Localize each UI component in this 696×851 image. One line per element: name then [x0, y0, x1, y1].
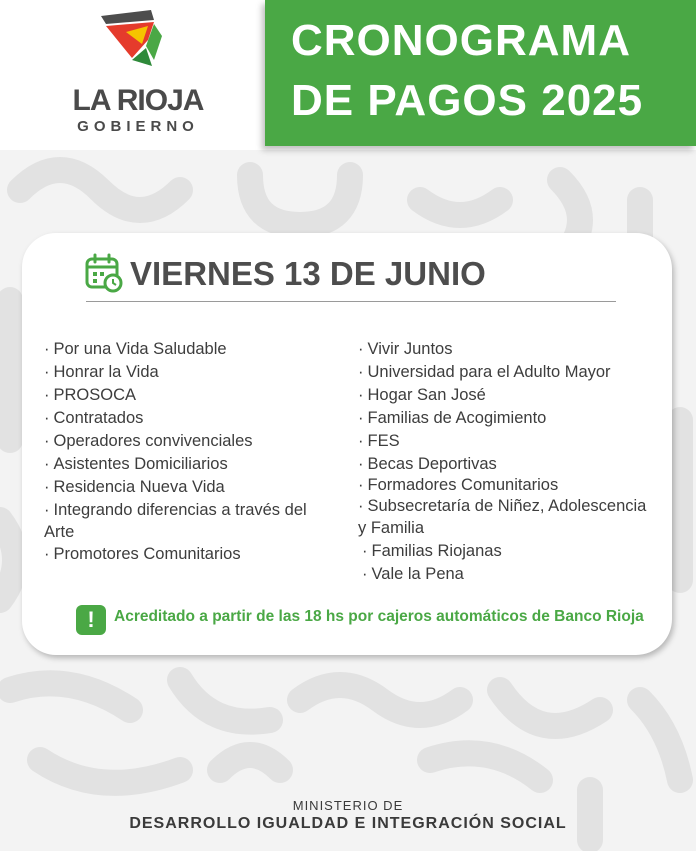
payment-date: VIERNES 13 DE JUNIO	[130, 255, 486, 292]
list-item: · Residencia Nueva Vida	[44, 478, 225, 496]
list-item: · Contratados	[44, 409, 144, 427]
logo-mark-icon	[96, 10, 166, 70]
list-item: · FES	[358, 432, 400, 450]
list-item: · Universidad para el Adulto Mayor	[358, 363, 611, 381]
list-item: · Integrando diferencias a través del Arte	[44, 501, 307, 541]
list-item: · PROSOCA	[44, 386, 137, 404]
list-item: · Honrar la Vida	[44, 363, 159, 381]
logo-name: LA RIOJA	[72, 84, 204, 117]
ministry-name: DESARROLLO IGUALDAD E INTEGRACIÓN SOCIAL	[129, 815, 567, 832]
logo-subtitle: GOBIERNO	[77, 118, 199, 135]
list-item: · Operadores convivenciales	[44, 432, 253, 450]
payment-notice: Acreditado a partir de las 18 hs por cajeros automáticos de Banco Rioja	[114, 608, 644, 625]
title-banner	[265, 0, 696, 146]
list-item: · Subsecretaría de Niñez, Adolescencia y Familia	[358, 497, 647, 537]
title-line-1: CRONOGRAMA	[291, 16, 631, 65]
list-item: · Por una Vida Saludable	[44, 340, 227, 358]
title-line-2: DE PAGOS 2025	[291, 76, 644, 125]
ministry-label: MINISTERIO DE	[292, 798, 404, 813]
list-item: · Formadores Comunitarios	[358, 476, 559, 494]
calendar-clock-icon	[84, 253, 124, 293]
list-item: · Asistentes Domiciliarios	[44, 455, 228, 473]
list-item: · Vale la Pena	[362, 565, 464, 583]
schedule-card	[22, 233, 672, 655]
list-item: · Vivir Juntos	[358, 340, 453, 358]
list-item: · Promotores Comunitarios	[44, 545, 241, 563]
list-item: · Familias de Acogimiento	[358, 409, 547, 427]
list-item: · Becas Deportivas	[358, 455, 497, 473]
la-rioja-logo	[58, 10, 218, 135]
exclamation-icon: !	[76, 605, 106, 635]
list-item: · Hogar San José	[358, 386, 486, 404]
list-item: · Familias Riojanas	[362, 542, 502, 560]
divider	[86, 301, 616, 302]
